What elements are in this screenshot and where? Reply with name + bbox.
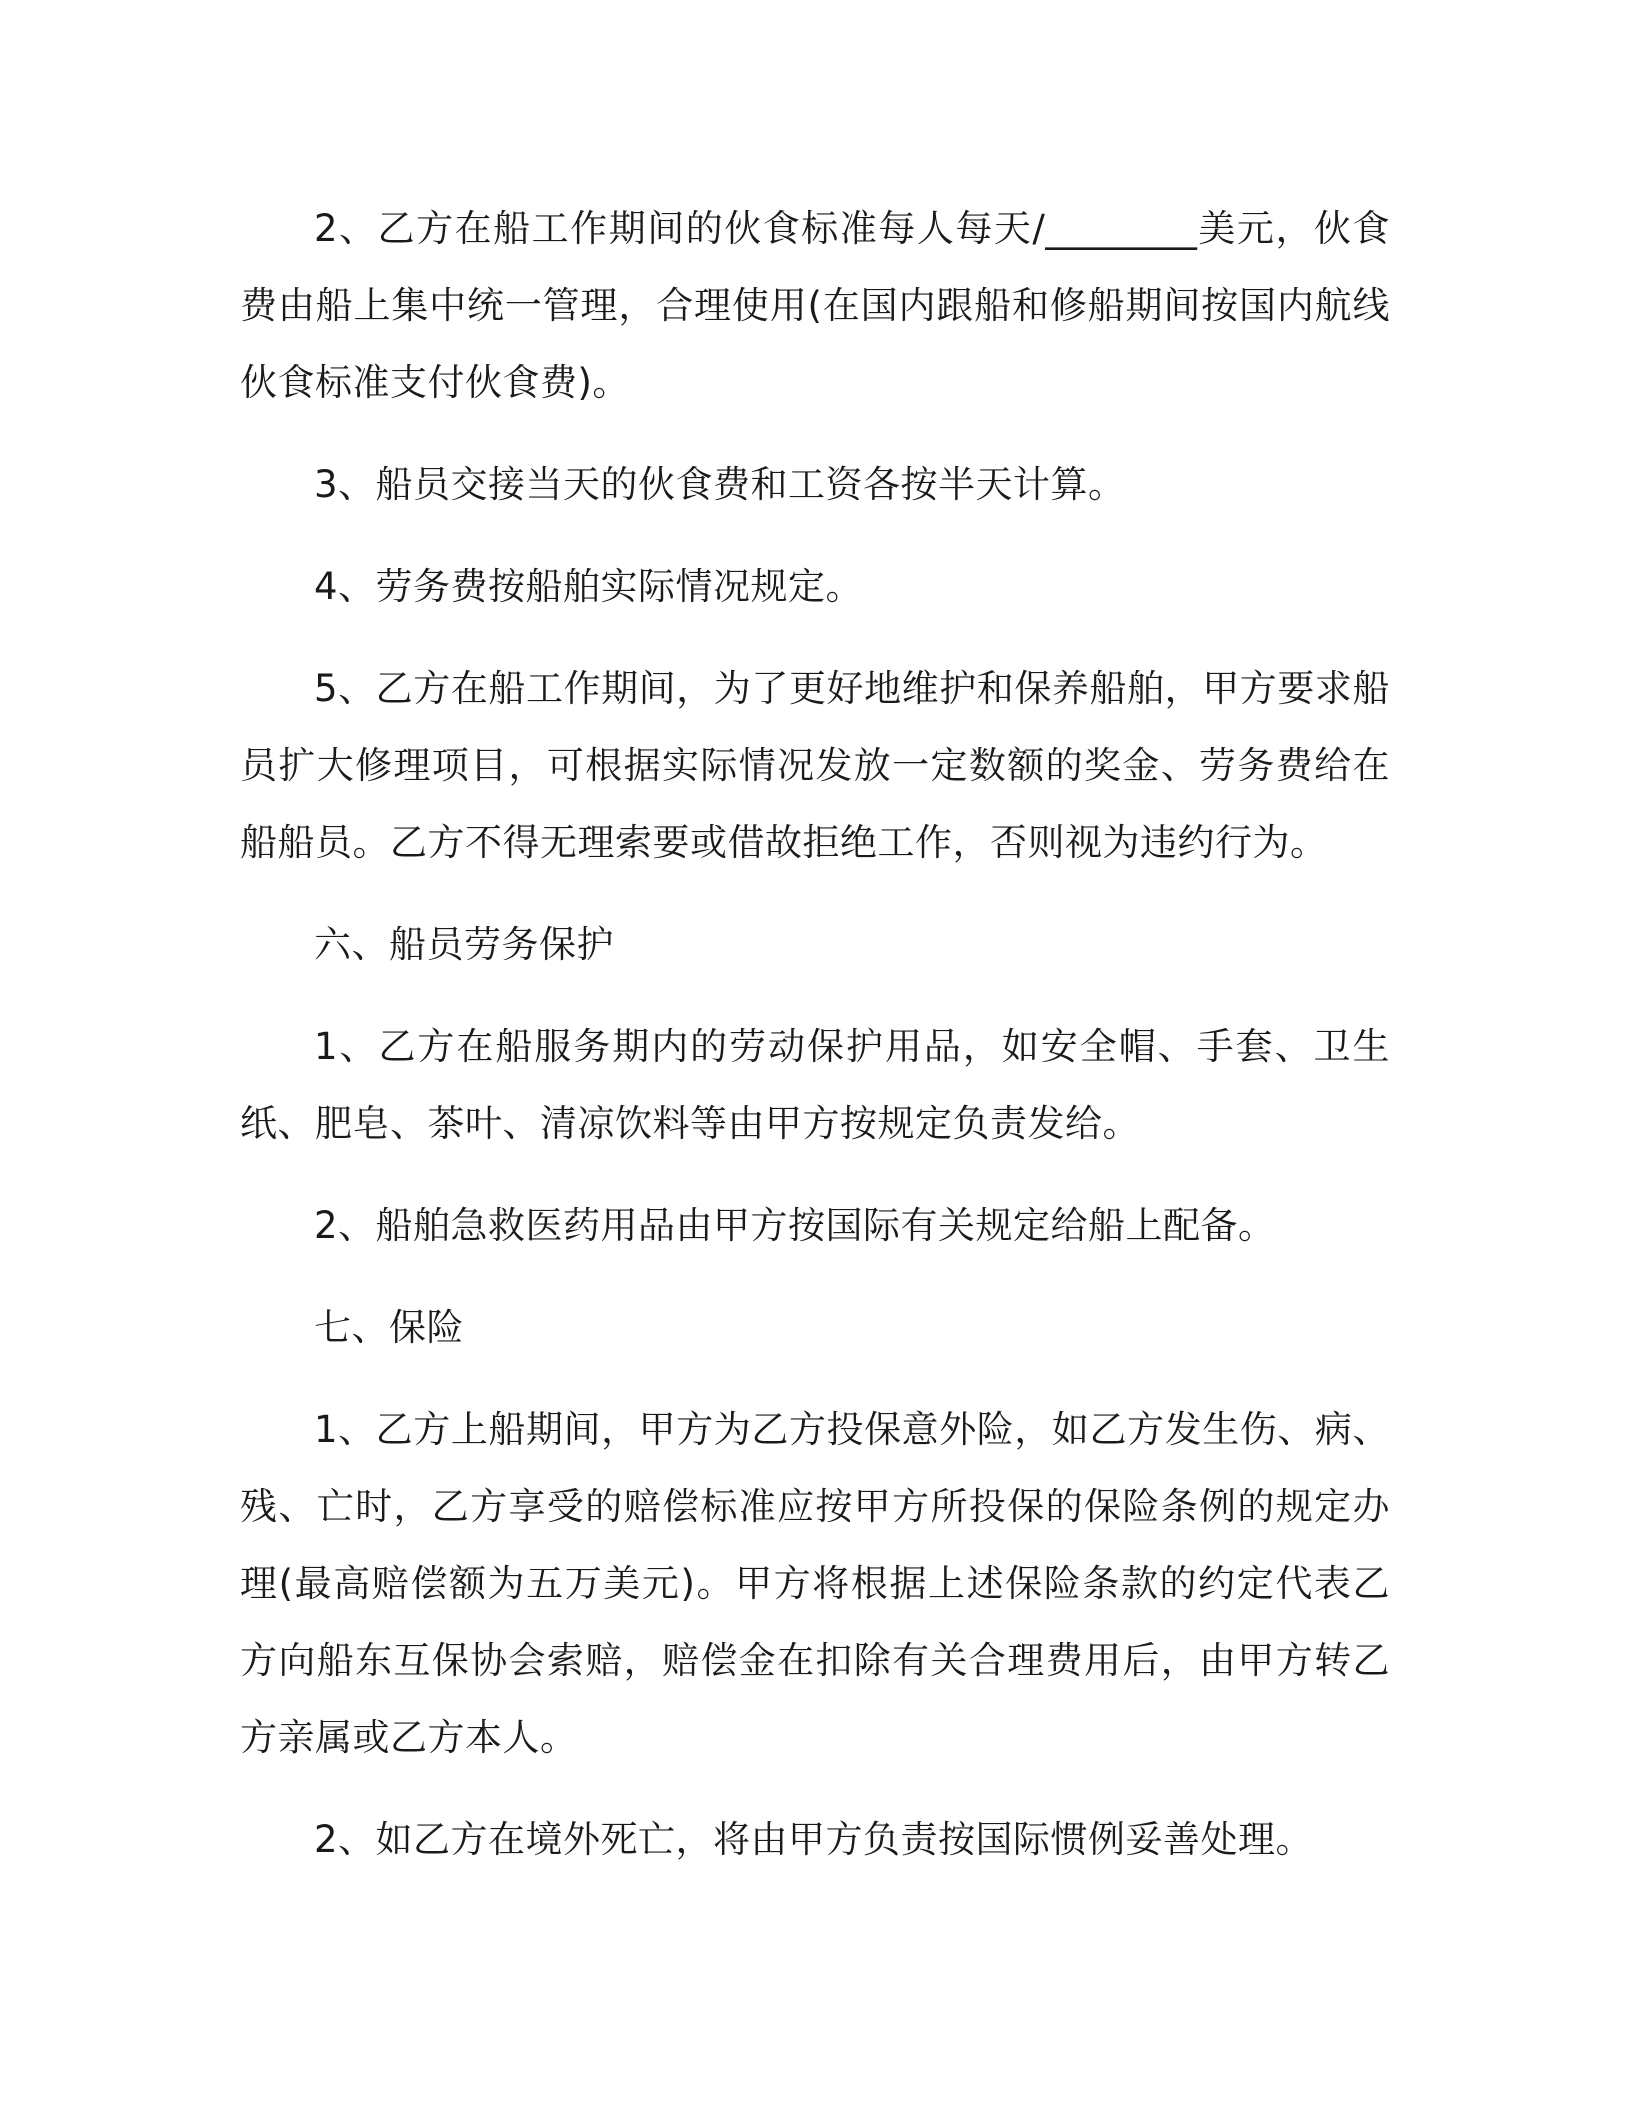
document-body [240, 190, 1390, 1903]
section-heading-labor-protection: 六、船员劳务保护 [314, 923, 614, 966]
paragraph-bonus: 5、乙方在船工作期间，为了更好地维护和保养船舶，甲方要求船员扩大修理项目，可根据实际情况发放一定数额的奖金、劳务费给在船船员。乙方不得无理索要或借故拒绝工作，否则视为违约行为。 [240, 667, 1390, 864]
paragraph-death-abroad: 2、如乙方在境外死亡，将由甲方负责按国际惯例妥善处理。 [314, 1818, 1314, 1861]
paragraph-accident-insurance: 1、乙方上船期间，甲方为乙方投保意外险，如乙方发生伤、病、残、亡时，乙方享受的赔偿标准应按甲方所投保的保险条例的规定办理(最高赔偿额为五万美元)。甲方将根据上述保险条款的约定代表乙方向船东互保协会索赔，赔偿金在扣除有关合理费用后，由甲方转乙方亲属或乙方本人。 [240, 1408, 1390, 1759]
paragraph-protective-supplies: 1、乙方在船服务期内的劳动保护用品，如安全帽、手套、卫生纸、肥皂、茶叶、清凉饮料等由甲方按规定负责发给。 [240, 1025, 1390, 1145]
paragraph-meal-standard: 2、乙方在船工作期间的伙食标准每人每天/________美元，伙食费由船上集中统一管理，合理使用(在国内跟船和修船期间按国内航线伙食标准支付伙食费)。 [240, 207, 1390, 404]
paragraph-medical-supplies: 2、船舶急救医药用品由甲方按国际有关规定给船上配备。 [314, 1204, 1276, 1247]
paragraph-labor-fee: 4、劳务费按船舶实际情况规定。 [314, 565, 864, 608]
section-heading-insurance: 七、保险 [314, 1306, 464, 1349]
paragraph-handover-day: 3、船员交接当天的伙食费和工资各按半天计算。 [314, 463, 1126, 506]
